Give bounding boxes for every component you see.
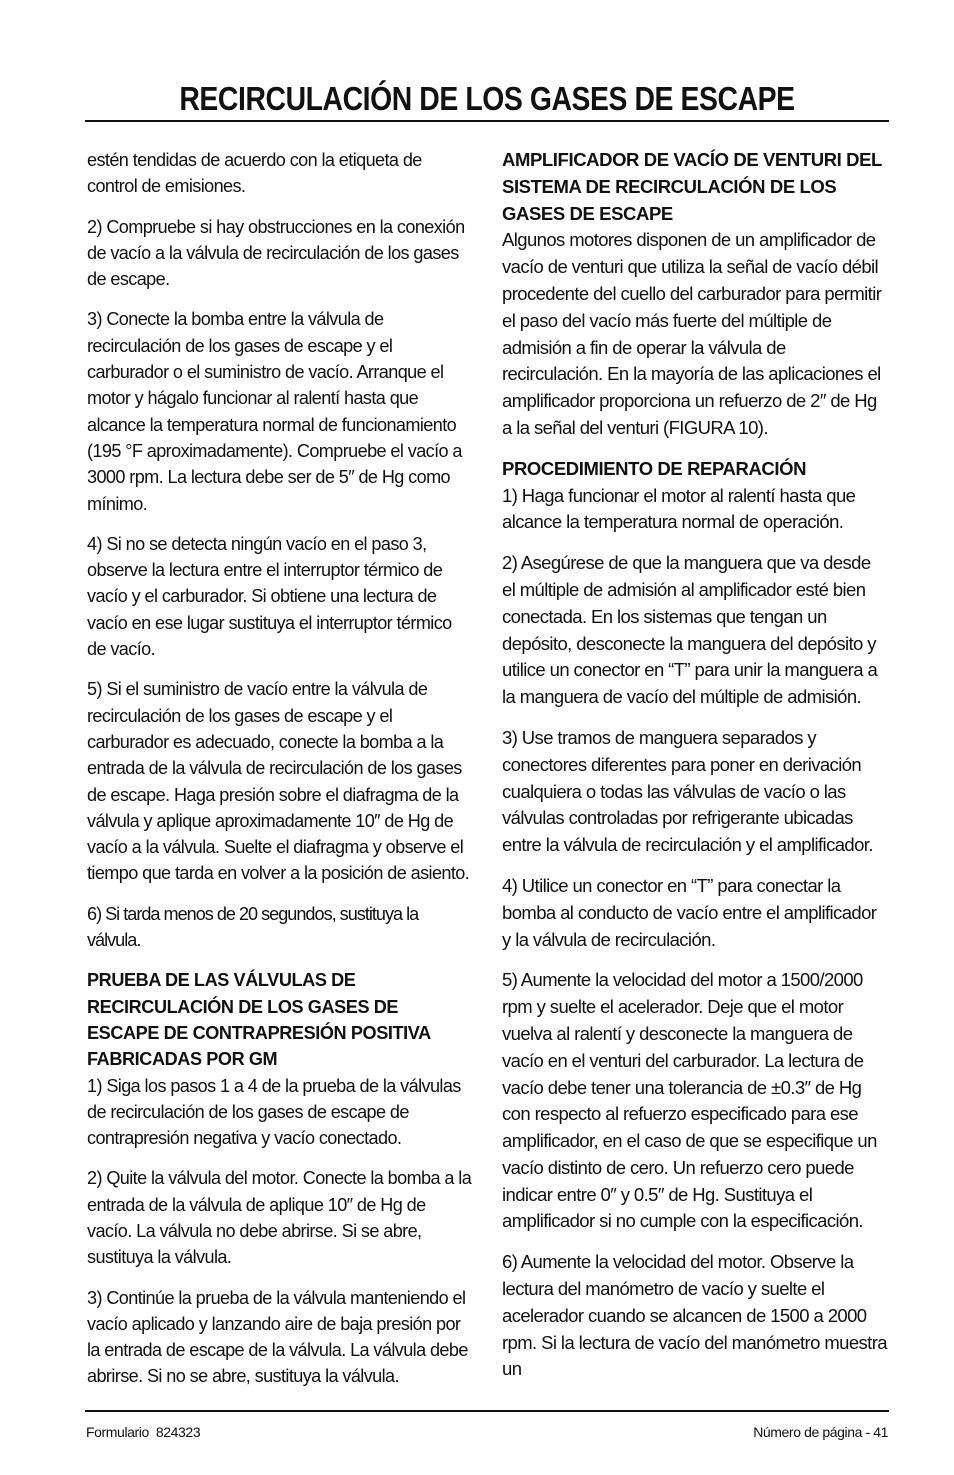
paragraph: estén tendidas de acuerdo con la etiqueta de control de emisiones. <box>87 150 422 197</box>
paragraph: 1) Siga los pasos 1 a 4 de la prueba de la válvulas de recirculación de los gases de escape de contrapresión negativa y vacío conectado. <box>87 1075 461 1149</box>
section-heading: AMPLIFICADOR DE VACÍO DE VENTURI DEL SISTEMA DE RECIRCULACIÓN DE LOS GASES DE ESCAPE <box>502 149 882 224</box>
form-number: Formulario 824323 <box>86 1424 201 1440</box>
left-column <box>87 147 472 1390</box>
section-heading: PROCEDIMIENTO DE REPARACIÓN <box>502 457 807 479</box>
paragraph: Algunos motores disponen de un amplificador de vacío de venturi que utiliza la señal de vacío débil procedente del cuello del carburador para permitir el paso del vacío más fuerte del múltiple de admisión a fin de operar la válvula de recirculación. En la mayoría de las aplicaciones el amplificador proporciona un refuerzo de 2″ de Hg a la señal del venturi (FIGURA 10). <box>502 229 882 438</box>
paragraph: 4) Si no se detecta ningún vacío en el paso 3, observe la lectura entre el interruptor térmico de vacío y el carburador. Si obtiene una lectura de vacío en ese lugar sustituya el interruptor térmico de vacío. <box>87 533 452 660</box>
paragraph: 3) Continúe la prueba de la válvula manteniendo el vacío aplicado y lanzando aire de baja presión por la entrada de escape de la válvula. La válvula debe abrirse. Si no se abre, sustituya la válvula. <box>87 1287 468 1387</box>
paragraph: 4) Utilice un conector en “T” para conectar la bomba al conducto de vacío entre el amplificador y la válvula de recirculación. <box>502 874 877 950</box>
paragraph: 2) Quite la válvula del motor. Conecte la bomba a la entrada de la válvula de aplique 10″ de Hg de vacío. La válvula no debe abrirse. Si se abre, sustituya la válvula. <box>87 1168 472 1268</box>
paragraph: 2) Asegúrese de que la manguera que va desde el múltiple de admisión al amplificador esté bien conectada. En los sistemas que tengan un depósito, desconecte la manguera del depósito y utilice un conector en “T” para unir la manguera a la manguera de vacío del múltiple de admisión. <box>502 552 878 708</box>
paragraph: 6) Aumente la velocidad del motor. Observe la lectura del manómetro de vacío y suelte el acelerador cuando se alcancen de 1500 a 2000 rpm. Si la lectura de vacío del manómetro muestra un <box>502 1251 887 1380</box>
paragraph: 3) Conecte la bomba entre la válvula de recirculación de los gases de escape y el carburador o el suministro de vacío. Arranque el motor y hágalo funcionar al ralentí hasta que alcance la temperatura normal de funcionamiento (195 °F aproximadamente). Compruebe el vacío a 3000 rpm. La lectura debe ser de 5″ de Hg como mínimo. <box>87 309 462 514</box>
footer-rule <box>85 1410 889 1412</box>
paragraph: 2) Compruebe si hay obstrucciones en la conexión de vacío a la válvula de recirculación de los gases de escape. <box>87 216 465 290</box>
paragraph: 6) Si tarda menos de 20 segundos, sustituya la válvula. <box>87 903 419 951</box>
section-heading: PRUEBA DE LAS VÁLVULAS DE RECIRCULACIÓN DE LOS GASES DE ESCAPE DE CONTRAPRESIÓN POSITIVA FABRICADAS POR GM <box>87 970 431 1070</box>
right-column <box>502 147 888 1383</box>
paragraph: 3) Use tramos de manguera separados y conectores diferentes para poner en derivación cualquiera o todas las válvulas de vacío o las válvulas controladas por refrigerante ubicadas entre la válvula de recirculación y el amplificador. <box>502 726 873 856</box>
paragraph: 1) Haga funcionar el motor al ralentí hasta que alcance la temperatura normal de operación. <box>502 484 856 533</box>
header-rule <box>85 120 889 122</box>
page-number: Número de página - 41 <box>753 1424 888 1440</box>
paragraph: 5) Aumente la velocidad del motor a 1500/2000 rpm y suelte el acelerador. Deje que el motor vuelva al ralentí y desconecte la manguera de vacío en el venturi del carburador. La lectura de vacío debe tener una tolerancia de ±0.3″ de Hg con respecto al refuerzo especificado para ese amplificador, en el caso de que se especifique un vacío distinto de cero. Un refuerzo cero puede indicar entre 0″ y 0.5″ de Hg. Sustituya el amplificador si no cumple con la especificación. <box>502 969 877 1232</box>
page-title: RECIRCULACIÓN DE LOS GASES DE ESCAPE <box>179 80 795 117</box>
paragraph: 5) Si el suministro de vacío entre la válvula de recirculación de los gases de escape y el carburador es adecuado, conecte la bomba a la entrada de la válvula de recirculación de los gases de escape. Haga presión sobre el diafragma de la válvula y aplique aproximadamente 10″ de Hg de vacío a la válvula. Suelte el diafragma y observe el tiempo que tarda en volver a la posición de asiento. <box>87 679 470 884</box>
